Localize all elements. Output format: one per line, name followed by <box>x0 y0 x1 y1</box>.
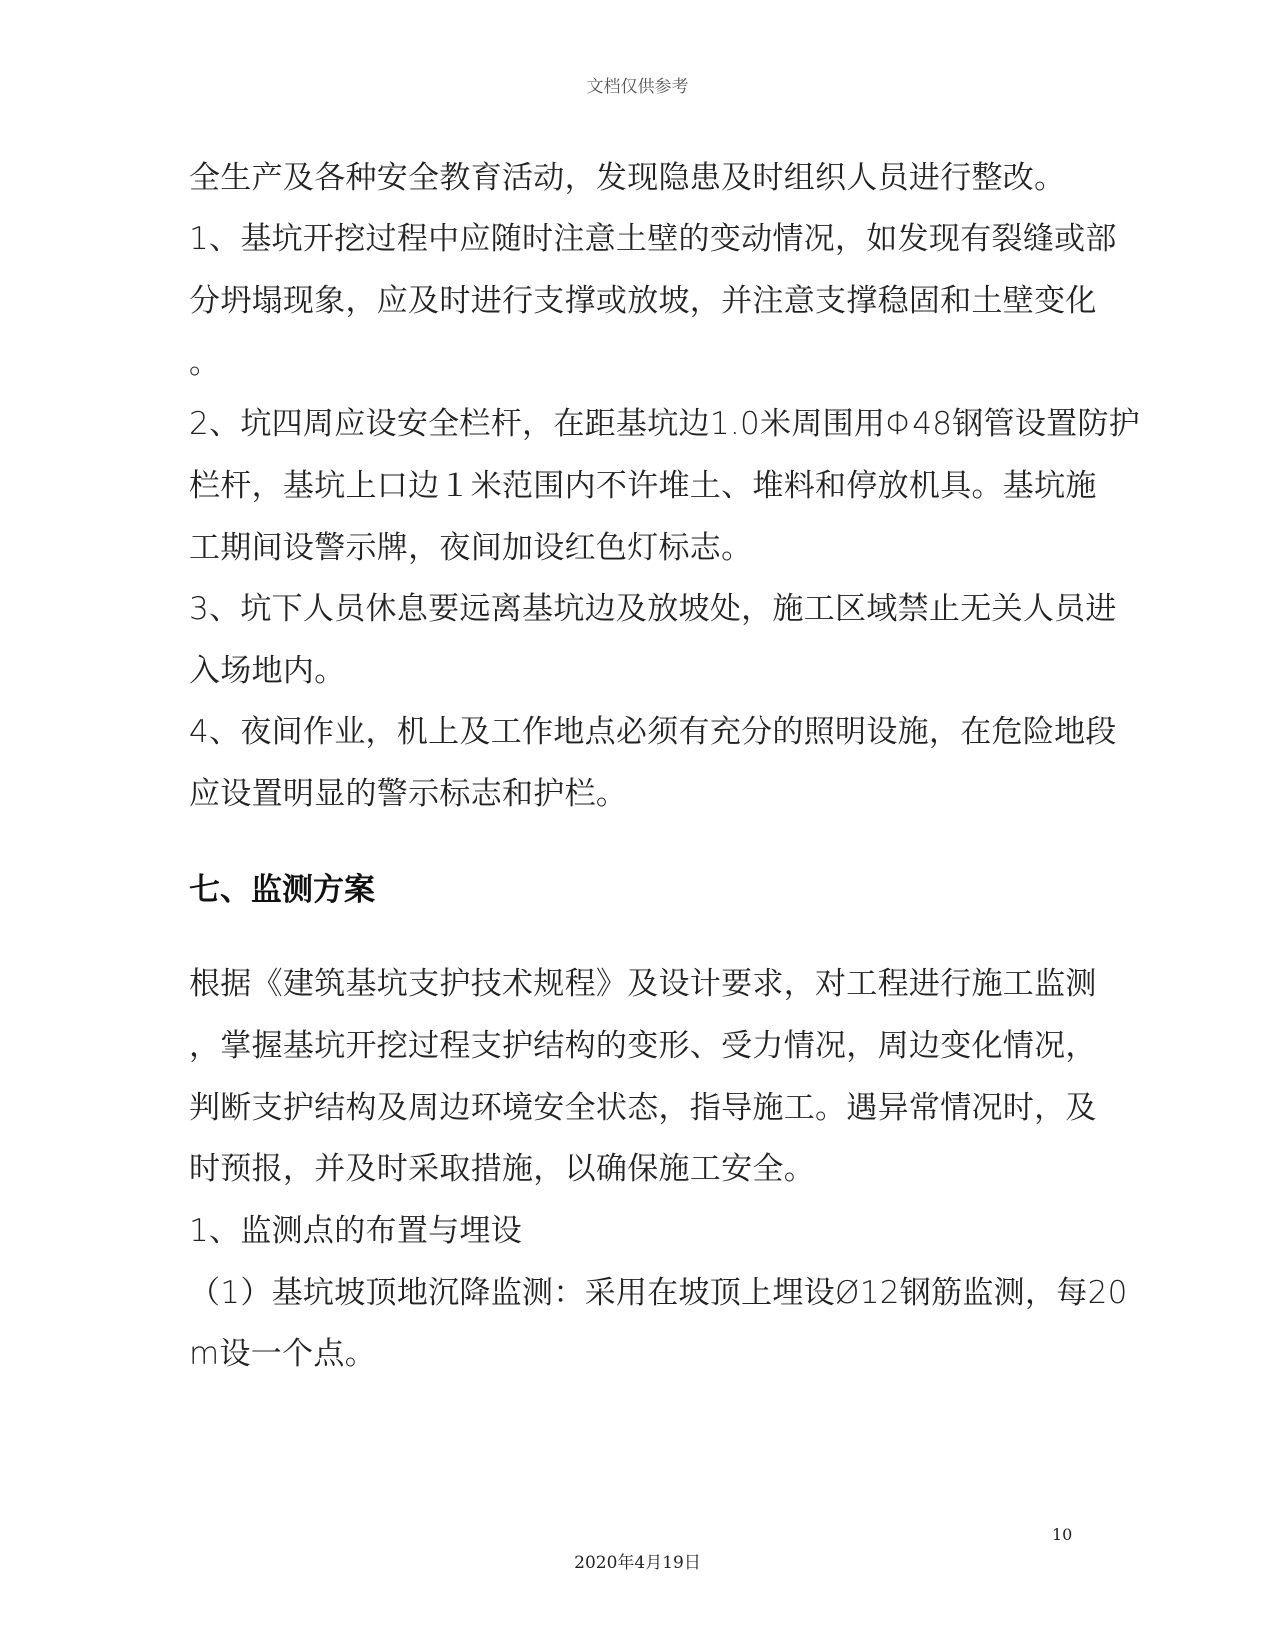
body-line: 1、基坑开挖过程中应随时注意土壁的变动情况，如发现有裂缝或部 <box>189 221 1117 257</box>
section-line: m设一个点。 <box>189 1336 376 1372</box>
section-line: ，掌握基坑开挖过程支护结构的变形、受力情况，周边变化情况， <box>189 1028 1097 1064</box>
section-line: 1、监测点的布置与埋设 <box>189 1213 523 1249</box>
section-line: 根据《建筑基坑支护技术规程》及设计要求，对工程进行施工监测 <box>189 966 1097 1002</box>
body-line: 工期间设警示牌，夜间加设红色灯标志。 <box>189 530 753 566</box>
section-heading: 七、监测方案 <box>189 872 375 908</box>
body-line: 栏杆，基坑上口边１米范围内不许堆土、堆料和停放机具。基坑施 <box>189 468 1097 504</box>
body-line: 4、夜间作业，机上及工作地点必须有充分的照明设施，在危险地段 <box>189 714 1117 750</box>
body-line: 。 <box>189 345 221 381</box>
body-line: 应设置明显的警示标志和护栏。 <box>189 776 628 812</box>
body-line: 入场地内。 <box>189 653 346 689</box>
page-header: 文档仅供参考 <box>586 77 689 97</box>
body-line: 全生产及各种安全教育活动，发现隐患及时组织人员进行整改。 <box>189 160 1066 196</box>
body-line: 3、坑下人员休息要远离基坑边及放坡处，施工区域禁止无关人员进 <box>189 591 1117 627</box>
body-line: 2、坑四周应设安全栏杆，在距基坑边1.0米周围用Φ48钢管设置防护 <box>189 406 1141 442</box>
section-line: 判断支护结构及周边环境安全状态，指导施工。遇异常情况时，及 <box>189 1090 1097 1126</box>
page-number: 10 <box>1052 1525 1073 1544</box>
body-line: 分坍塌现象，应及时进行支撑或放坡，并注意支撑稳固和土壁变化 <box>189 283 1097 319</box>
section-line: （1）基坑坡顶地沉降监测：采用在坡顶上埋设Ø12钢筋监测，每20 <box>189 1275 1128 1311</box>
section-line: 时预报，并及时采取措施，以确保施工安全。 <box>189 1151 815 1187</box>
page-footer-date: 2020年4月19日 <box>574 1553 701 1573</box>
